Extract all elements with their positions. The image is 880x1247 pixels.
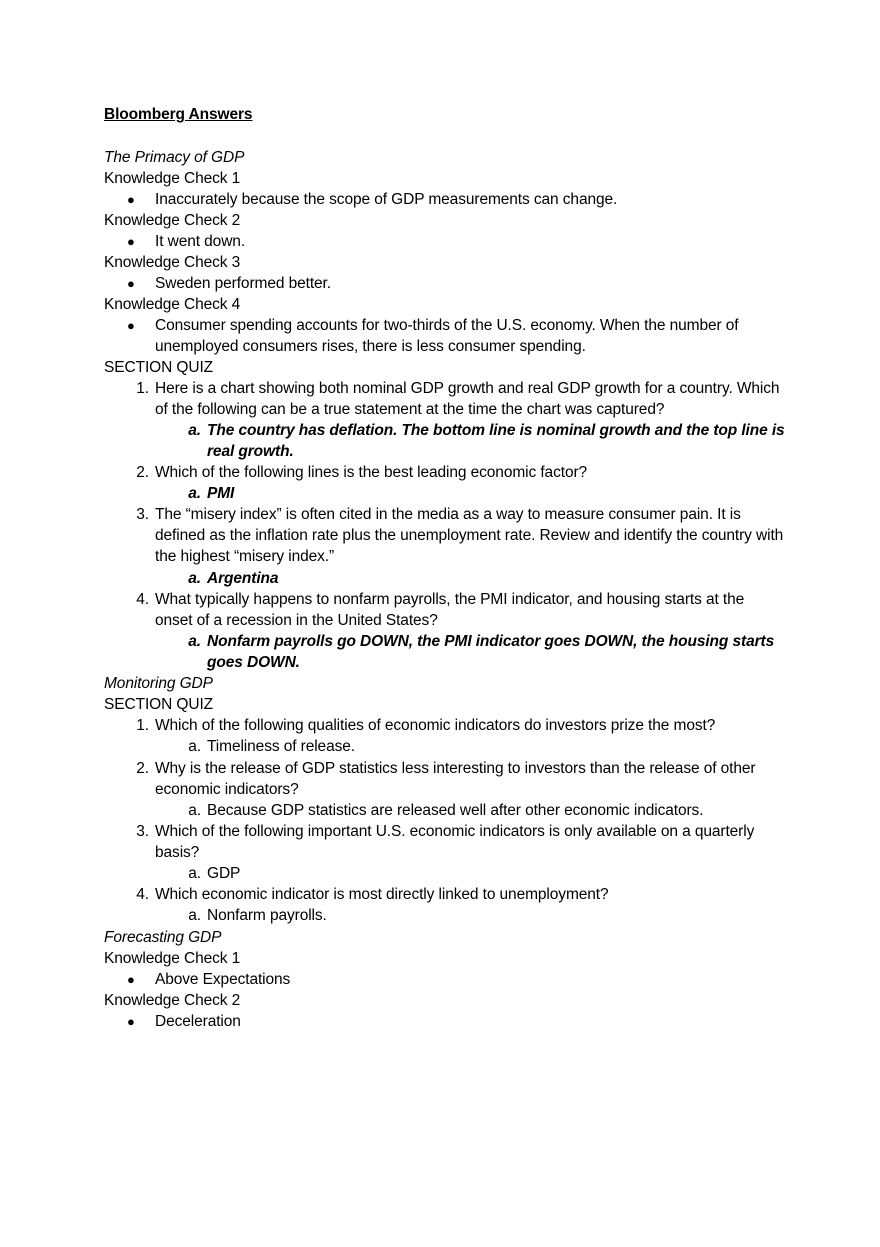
section-heading-forecasting: Forecasting GDP <box>104 929 222 946</box>
quiz-question: 4. Which economic indicator is most directly linked to unemployment? <box>136 886 609 903</box>
bullet-answer: ● Consumer spending accounts for two-thirds of the U.S. economy. When the number of unemployed consumers rises, there is less consumer spending. <box>127 317 739 355</box>
section-heading-monitoring: Monitoring GDP <box>104 675 213 692</box>
knowledge-check-label: Knowledge Check 4 <box>104 296 241 313</box>
quiz-question: 1. Which of the following qualities of economic indicators do investors prize the most? <box>136 717 716 734</box>
bullet-answer: ● Deceleration <box>127 1013 241 1030</box>
quiz-answer: a. Nonfarm payrolls go DOWN, the PMI indicator goes DOWN, the housing starts goes DOWN. <box>188 633 775 671</box>
bullet-icon: ● <box>127 192 135 207</box>
knowledge-check-label: Knowledge Check 2 <box>104 992 241 1009</box>
quiz-answer: a. Timeliness of release. <box>188 738 355 755</box>
bullet-answer: ● Inaccurately because the scope of GDP measurements can change. <box>127 191 618 208</box>
quiz-answer: a. Because GDP statistics are released well after other economic indicators. <box>188 802 704 819</box>
bullet-answer: ● Above Expectations <box>127 971 291 988</box>
knowledge-check-label: Knowledge Check 2 <box>104 212 241 229</box>
bullet-answer: ● Sweden performed better. <box>127 275 331 292</box>
bullet-icon: ● <box>127 1014 135 1029</box>
quiz-answer: a. GDP <box>188 865 241 882</box>
quiz-question: 1. Here is a chart showing both nominal GDP growth and real GDP growth for a country. Which of the following can be a true statement at the time the chart was captured? <box>136 380 780 418</box>
quiz-answer: a. Argentina <box>188 570 279 587</box>
bullet-icon: ● <box>127 234 135 249</box>
knowledge-check-label: Knowledge Check 3 <box>104 254 241 271</box>
quiz-answer: a. Nonfarm payrolls. <box>188 907 327 924</box>
bullet-answer: ● It went down. <box>127 233 246 250</box>
section-quiz-label: SECTION QUIZ <box>104 359 214 376</box>
document-title: Bloomberg Answers <box>104 106 253 123</box>
quiz-question: 4. What typically happens to nonfarm payrolls, the PMI indicator, and housing starts at the onset of a recession in the United States? <box>136 591 745 629</box>
bullet-icon: ● <box>127 972 135 987</box>
quiz-answer: a. The country has deflation. The bottom line is nominal growth and the top line is real growth. <box>188 422 785 460</box>
bullet-icon: ● <box>127 276 135 291</box>
knowledge-check-label: Knowledge Check 1 <box>104 950 241 967</box>
quiz-question: 2. Why is the release of GDP statistics less interesting to investors than the release of other economic indicators? <box>136 760 756 798</box>
quiz-answer: a. PMI <box>188 485 235 502</box>
section-quiz-label: SECTION QUIZ <box>104 696 214 713</box>
section-heading-primacy: The Primacy of GDP <box>104 149 245 166</box>
quiz-question: 2. Which of the following lines is the best leading economic factor? <box>136 464 588 481</box>
knowledge-check-label: Knowledge Check 1 <box>104 170 241 187</box>
quiz-question: 3. The “misery index” is often cited in the media as a way to measure consumer pain. It is defined as the inflation rate plus the unemployment rate. Review and identify the country with the highest “misery index.” <box>136 506 784 565</box>
quiz-question: 3. Which of the following important U.S. economic indicators is only available on a quarterly basis? <box>136 823 755 861</box>
bullet-icon: ● <box>127 318 135 333</box>
